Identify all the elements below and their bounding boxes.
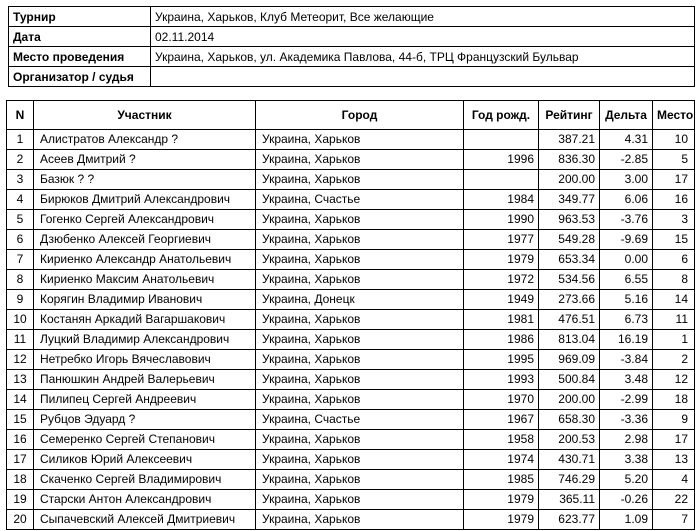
cell-n: 15	[7, 410, 34, 430]
cell-rating: 200.00	[539, 390, 600, 410]
cell-place: 4	[653, 470, 695, 490]
table-row	[7, 470, 695, 490]
table-row	[7, 410, 695, 430]
cell-city: Украина, Харьков	[256, 470, 464, 490]
cell-birth-year: 1996	[464, 150, 539, 170]
table-header-row	[7, 101, 695, 130]
cell-participant: Рубцов Эдуард ?	[34, 410, 256, 430]
cell-participant: Старски Антон Александрович	[34, 490, 256, 510]
col-header-birth-year[interactable]: Год рожд.	[464, 101, 539, 130]
cell-place: 18	[653, 390, 695, 410]
cell-rating: 200.53	[539, 430, 600, 450]
cell-city: Украина, Харьков	[256, 130, 464, 150]
cell-place: 17	[653, 170, 695, 190]
cell-participant: Гогенко Сергей Александрович	[34, 210, 256, 230]
col-header-participant[interactable]: Участник	[34, 101, 256, 130]
cell-place: 11	[653, 310, 695, 330]
cell-place: 12	[653, 370, 695, 390]
table-row	[7, 330, 695, 350]
cell-place: 16	[653, 190, 695, 210]
cell-birth-year: 1958	[464, 430, 539, 450]
cell-place: 1	[653, 330, 695, 350]
cell-place: 9	[653, 410, 695, 430]
info-value: Украина, Харьков, Клуб Метеорит, Все желающие	[151, 7, 695, 27]
table-row	[7, 190, 695, 210]
info-row	[9, 27, 695, 47]
cell-birth-year: 1985	[464, 470, 539, 490]
cell-city: Украина, Харьков	[256, 370, 464, 390]
cell-rating: 365.11	[539, 490, 600, 510]
cell-birth-year: 1974	[464, 450, 539, 470]
cell-birth-year: 1977	[464, 230, 539, 250]
info-row	[9, 47, 695, 67]
cell-birth-year	[464, 170, 539, 190]
cell-n: 19	[7, 490, 34, 510]
cell-place: 10	[653, 130, 695, 150]
cell-participant: Нетребко Игорь Вячеславович	[34, 350, 256, 370]
cell-participant: Костанян Аркадий Вагаршакович	[34, 310, 256, 330]
cell-n: 10	[7, 310, 34, 330]
results-table	[6, 100, 695, 530]
cell-city: Украина, Харьков	[256, 270, 464, 290]
info-value: Украина, Харьков, ул. Академика Павлова, 44-б, ТРЦ Французский Бульвар	[151, 47, 695, 67]
cell-place: 3	[653, 210, 695, 230]
table-row	[7, 450, 695, 470]
cell-n: 6	[7, 230, 34, 250]
cell-birth-year: 1986	[464, 330, 539, 350]
cell-delta: -3.36	[600, 410, 653, 430]
cell-rating: 963.53	[539, 210, 600, 230]
cell-n: 1	[7, 130, 34, 150]
cell-city: Украина, Харьков	[256, 150, 464, 170]
cell-delta: -9.69	[600, 230, 653, 250]
cell-rating: 273.66	[539, 290, 600, 310]
cell-delta: 6.06	[600, 190, 653, 210]
cell-delta: 2.98	[600, 430, 653, 450]
cell-city: Украина, Харьков	[256, 350, 464, 370]
cell-birth-year: 1979	[464, 250, 539, 270]
cell-delta: 3.48	[600, 370, 653, 390]
cell-city: Украина, Харьков	[256, 330, 464, 350]
tournament-info-table	[8, 6, 695, 87]
col-header-n[interactable]: N	[7, 101, 34, 130]
info-label: Дата	[9, 27, 151, 47]
cell-n: 2	[7, 150, 34, 170]
cell-rating: 430.71	[539, 450, 600, 470]
info-label: Место проведения	[9, 47, 151, 67]
cell-birth-year: 1967	[464, 410, 539, 430]
cell-place: 5	[653, 150, 695, 170]
cell-delta: 6.55	[600, 270, 653, 290]
cell-rating: 623.77	[539, 510, 600, 530]
cell-participant: Скаченко Сергей Владимирович	[34, 470, 256, 490]
info-label: Организатор / судья	[9, 67, 151, 87]
cell-rating: 534.56	[539, 270, 600, 290]
cell-delta: 1.09	[600, 510, 653, 530]
cell-birth-year: 1970	[464, 390, 539, 410]
cell-rating: 200.00	[539, 170, 600, 190]
cell-rating: 813.04	[539, 330, 600, 350]
cell-birth-year: 1972	[464, 270, 539, 290]
cell-delta: 3.38	[600, 450, 653, 470]
cell-rating: 653.34	[539, 250, 600, 270]
cell-city: Украина, Донецк	[256, 290, 464, 310]
cell-place: 15	[653, 230, 695, 250]
cell-n: 12	[7, 350, 34, 370]
col-header-city[interactable]: Город	[256, 101, 464, 130]
cell-participant: Базюк ? ?	[34, 170, 256, 190]
table-row	[7, 230, 695, 250]
cell-city: Украина, Харьков	[256, 450, 464, 470]
cell-birth-year: 1990	[464, 210, 539, 230]
cell-participant: Силиков Юрий Алексеевич	[34, 450, 256, 470]
cell-participant: Семеренко Сергей Степанович	[34, 430, 256, 450]
table-row	[7, 210, 695, 230]
cell-participant: Панюшкин Андрей Валерьевич	[34, 370, 256, 390]
table-row	[7, 390, 695, 410]
cell-n: 20	[7, 510, 34, 530]
cell-participant: Корягин Владимир Иванович	[34, 290, 256, 310]
cell-n: 13	[7, 370, 34, 390]
cell-place: 7	[653, 510, 695, 530]
col-header-delta[interactable]: Дельта	[600, 101, 653, 130]
table-row	[7, 270, 695, 290]
cell-city: Украина, Харьков	[256, 250, 464, 270]
cell-city: Украина, Харьков	[256, 310, 464, 330]
cell-n: 7	[7, 250, 34, 270]
cell-delta: -2.85	[600, 150, 653, 170]
cell-delta: 16.19	[600, 330, 653, 350]
cell-city: Украина, Харьков	[256, 510, 464, 530]
cell-place: 2	[653, 350, 695, 370]
cell-participant: Бирюков Дмитрий Александрович	[34, 190, 256, 210]
cell-delta: 5.16	[600, 290, 653, 310]
cell-n: 11	[7, 330, 34, 350]
cell-delta: -0.26	[600, 490, 653, 510]
cell-n: 14	[7, 390, 34, 410]
cell-participant: Кириенко Максим Анатольевич	[34, 270, 256, 290]
cell-n: 18	[7, 470, 34, 490]
cell-n: 5	[7, 210, 34, 230]
cell-city: Украина, Харьков	[256, 210, 464, 230]
cell-birth-year: 1993	[464, 370, 539, 390]
cell-participant: Сыпачевский Алексей Дмитриевич	[34, 510, 256, 530]
table-row	[7, 170, 695, 190]
table-row	[7, 130, 695, 150]
cell-delta: 6.73	[600, 310, 653, 330]
info-row	[9, 7, 695, 27]
cell-rating: 746.29	[539, 470, 600, 490]
cell-birth-year: 1949	[464, 290, 539, 310]
table-row	[7, 150, 695, 170]
cell-participant: Алистратов Александр ?	[34, 130, 256, 150]
table-row	[7, 310, 695, 330]
cell-n: 9	[7, 290, 34, 310]
cell-rating: 658.30	[539, 410, 600, 430]
cell-n: 3	[7, 170, 34, 190]
cell-delta: -3.76	[600, 210, 653, 230]
col-header-rating[interactable]: Рейтинг	[539, 101, 600, 130]
cell-delta: -2.99	[600, 390, 653, 410]
cell-birth-year: 1984	[464, 190, 539, 210]
cell-rating: 836.30	[539, 150, 600, 170]
cell-place: 22	[653, 490, 695, 510]
cell-participant: Кириенко Александр Анатольевич	[34, 250, 256, 270]
cell-participant: Дзюбенко Алексей Георгиевич	[34, 230, 256, 250]
cell-city: Украина, Харьков	[256, 430, 464, 450]
table-row	[7, 290, 695, 310]
cell-rating: 387.21	[539, 130, 600, 150]
table-row	[7, 510, 695, 530]
cell-rating: 349.77	[539, 190, 600, 210]
cell-participant: Пилипец Сергей Андреевич	[34, 390, 256, 410]
cell-city: Украина, Харьков	[256, 230, 464, 250]
cell-birth-year: 1979	[464, 510, 539, 530]
cell-n: 4	[7, 190, 34, 210]
info-value: 02.11.2014	[151, 27, 695, 47]
cell-place: 17	[653, 430, 695, 450]
cell-participant: Асеев Дмитрий ?	[34, 150, 256, 170]
cell-rating: 500.84	[539, 370, 600, 390]
table-row	[7, 370, 695, 390]
cell-birth-year: 1979	[464, 490, 539, 510]
cell-n: 17	[7, 450, 34, 470]
info-value	[151, 67, 695, 87]
cell-birth-year	[464, 130, 539, 150]
cell-rating: 549.28	[539, 230, 600, 250]
cell-delta: 4.31	[600, 130, 653, 150]
cell-n: 8	[7, 270, 34, 290]
cell-city: Украина, Счастье	[256, 190, 464, 210]
cell-delta: -3.84	[600, 350, 653, 370]
cell-place: 8	[653, 270, 695, 290]
cell-delta: 3.00	[600, 170, 653, 190]
table-row	[7, 350, 695, 370]
table-row	[7, 490, 695, 510]
info-row	[9, 67, 695, 87]
cell-n: 16	[7, 430, 34, 450]
col-header-place[interactable]: Место	[653, 101, 695, 130]
table-row	[7, 430, 695, 450]
cell-rating: 476.51	[539, 310, 600, 330]
cell-participant: Луцкий Владимир Александрович	[34, 330, 256, 350]
cell-city: Украина, Харьков	[256, 390, 464, 410]
cell-place: 13	[653, 450, 695, 470]
cell-city: Украина, Счастье	[256, 410, 464, 430]
table-row	[7, 250, 695, 270]
info-label: Турнир	[9, 7, 151, 27]
cell-delta: 5.20	[600, 470, 653, 490]
cell-rating: 969.09	[539, 350, 600, 370]
cell-place: 6	[653, 250, 695, 270]
cell-city: Украина, Харьков	[256, 490, 464, 510]
cell-birth-year: 1995	[464, 350, 539, 370]
cell-delta: 0.00	[600, 250, 653, 270]
cell-birth-year: 1981	[464, 310, 539, 330]
cell-place: 14	[653, 290, 695, 310]
cell-city: Украина, Харьков	[256, 170, 464, 190]
